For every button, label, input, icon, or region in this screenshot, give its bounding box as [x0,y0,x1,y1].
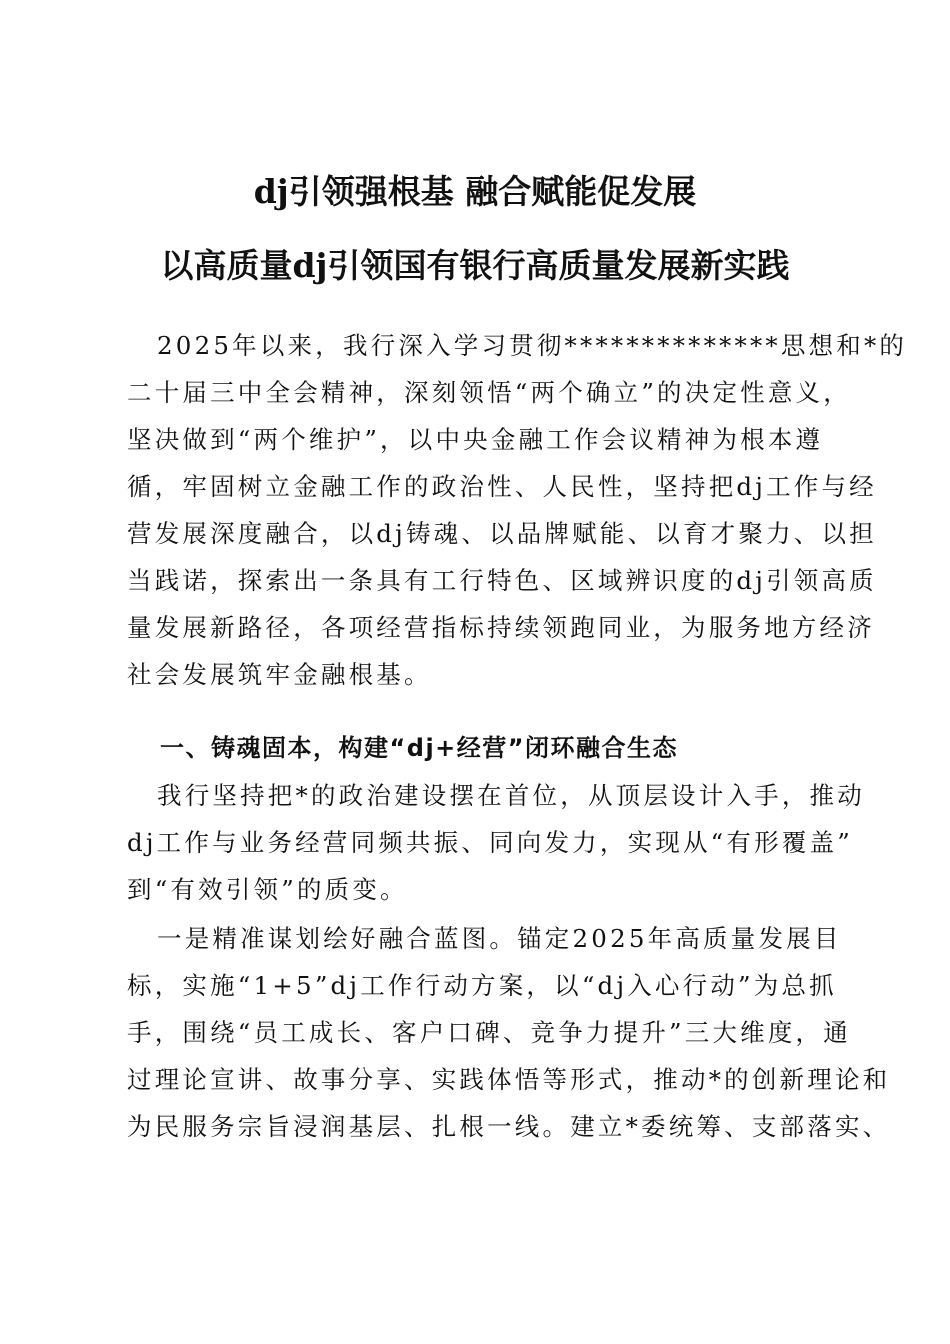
paragraph-line: 我行坚持把*的政治建设摆在首位，从顶层设计入手，推动 [157,781,865,810]
paragraph-line: 坚决做到“两个维护”，以中央金融工作会议精神为根本遵 [127,425,824,454]
paragraph-line: 2025年以来，我行深入学习贯彻**************思想和*的 [157,331,908,360]
document-title-line-1: dj引领强根基 融合赋能促发展 [253,172,697,211]
paragraph-line: 循，牢固树立金融工作的政治性、人民性，坚持把dj工作与经 [127,472,877,501]
paragraph-line: 社会发展筑牢金融根基。 [127,660,432,689]
paragraph-line: 营发展深度融合，以dj铸魂、以品牌赋能、以育才聚力、以担 [127,519,877,548]
paragraph-line: 到“有效引领”的质变。 [127,875,408,904]
paragraph-line: 手，围绕“员工成长、客户口碑、竞争力提升”三大维度，通 [127,1018,851,1047]
paragraph-line: 量发展新路径，各项经营指标持续领跑同业，为服务地方经济 [127,613,875,642]
paragraph-line: 二十届三中全会精神，深刻领悟“两个确立”的决定性意义， [127,378,851,407]
document-title-line-2: 以高质量dj引领国有银行高质量发展新实践 [160,246,790,285]
paragraph-line: 当践诺，探索出一条具有工行特色、区域辨识度的dj引领高质 [127,566,877,595]
paragraph-line: dj工作与业务经营同频共振、同向发力，实现从“有形覆盖” [127,828,853,857]
section-paragraph [127,915,891,1150]
section-paragraph [127,772,865,913]
section-heading: 一、铸魂固本，构建“dj+经营”闭环融合生态 [160,734,679,762]
paragraph-line: 为民服务宗旨浸润基层、扎根一线。建立*委统筹、支部落实、 [127,1112,891,1141]
intro-paragraph [127,322,908,698]
paragraph-line: 一是精准谋划绘好融合蓝图。锚定2025年高质量发展目 [157,924,842,953]
paragraph-line: 标，实施“1+5”dj工作行动方案，以“dj入心行动”为总抓 [127,971,837,1000]
paragraph-line: 过理论宣讲、故事分享、实践体悟等形式，推动*的创新理论和 [127,1065,891,1094]
